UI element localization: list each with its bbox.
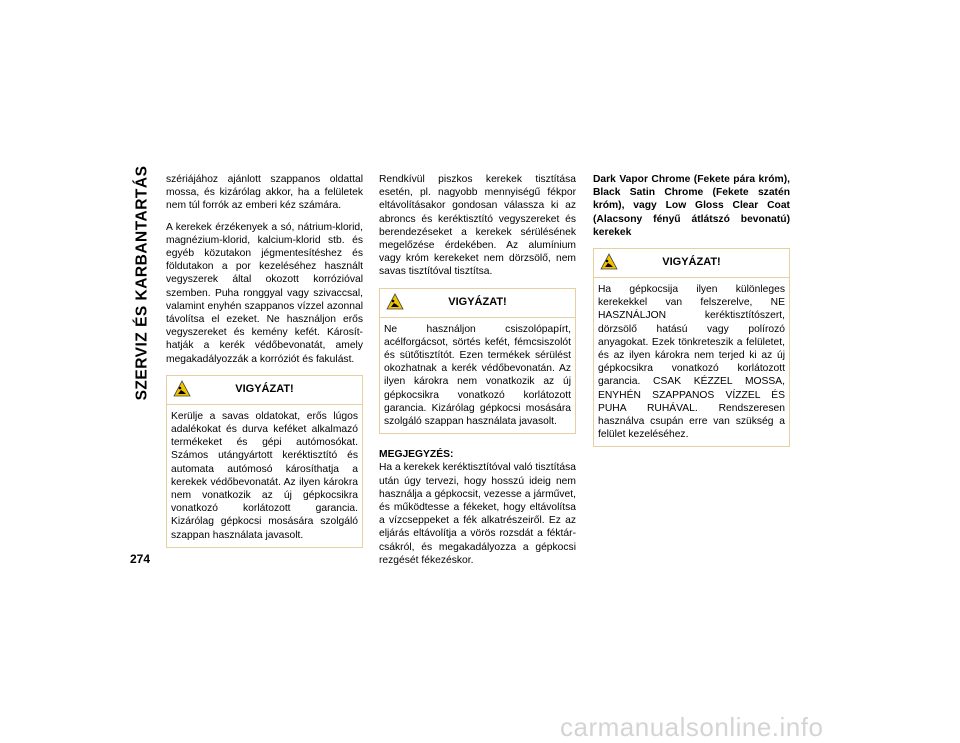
warning-text: Kerülje a savas oldatokat, erős lúgos adalékokat és durva keféket alkalmazó termékeket és gépi autómosókat. Számos utángyártott keréktisztító és automata autómosó károsíthatja a kerekek védőbevonatát. Az ilyen károkra nem vonatkozik az új gépkocsikra vonatkozó korlátozott garancia. Kizárólag gépkocsi mosására szolgáló szappan használata javasolt. — [171, 410, 358, 541]
column-right — [593, 173, 790, 457]
side-section-title — [122, 100, 162, 465]
column-left — [166, 173, 363, 558]
warning-box — [593, 248, 790, 447]
warning-title: VIGYÁZAT! — [448, 296, 507, 309]
warning-header — [167, 376, 362, 405]
section-title-text: SZERVIZ ÉS KARBANTARTÁS — [133, 165, 151, 400]
page-number: 274 — [130, 552, 151, 566]
warning-box — [379, 288, 576, 435]
warning-triangle-icon — [600, 253, 618, 270]
warning-header — [380, 289, 575, 318]
section-heading: Dark Vapor Chrome (Fekete pára króm), Black Satin Chrome (Fekete szatén króm), vagy Low Gloss Clear Coat (Alacsony fényű átlátszó bevonatú) kerekek — [593, 174, 790, 238]
warning-title: VIGYÁZAT! — [662, 256, 721, 269]
paragraph: Rendkívül piszkos kerekek tisztítása esetén, pl. nagyobb mennyiségű fékpor eltávolításakor gondosan válassza ki az abroncs és keréktisztító vegyszereket és berendezéseket a kerekek sérülésének megelőzése érdekében. Az alumínium vagy króm kerekeket nem dörzsölő, nem savas tisztítóval tisztítsa. — [379, 174, 576, 278]
warning-triangle-icon — [173, 380, 191, 397]
note-text: Ha a kerekek keréktisztítóval való tisztítása után úgy tervezi, hogy hosszú ideig nem használja a gépkocsit, vezesse a járművet, és működtesse a fékeket, hogy eltávolítsa a vízcseppeket a fék alkatrészeiről. Ez az eljárás eltávolítja a vörös rozsdát a féktár-csákról, és megakadályozza a gépkocsi rezgését fékezéskor. — [379, 462, 576, 566]
watermark: carmanualsonline.info — [560, 712, 824, 742]
paragraph: A kerekek érzékenyek a só, nátrium-klorid, magnézium-klorid, kalcium-klorid stb. és egyéb közutakon jégmentesítéshez és földutakon a por kezeléséhez használt vegyszerek által okozott korrózióval szemben. Puha ronggyal vagy szivaccsal, valamint enyhén szappanos vízzel azonnal távolítsa el ezeket. Ne használjon erős vegyszereket és kemény kefét. Károsít-hatják a kerék védőbevonatát, amely megakadályozzák a korróziót és fakulást. — [166, 221, 363, 365]
column-middle — [379, 173, 576, 575]
warning-triangle-icon — [386, 293, 404, 310]
warning-title: VIGYÁZAT! — [235, 383, 294, 396]
warning-text: Ne használjon csiszolópapírt, acélforgácsot, sörtés kefét, fémcsiszolót és sütőtisztítót. Ezen termékek sérülést okozhatnak a kerék védőbevonatán. Az ilyen károkra nem vonatkozik az új gépkocsikra vonatkozó korlátozott garancia. Kizárólag gépkocsi mosására szolgáló szappan használata javasolt. — [384, 323, 571, 428]
warning-header — [594, 249, 789, 278]
paragraph: szériájához ajánlott szappanos oldattal mossa, és kizárólag akkor, ha a felületek nem túl forrók az emberi kéz számára. — [166, 174, 363, 212]
warning-text: Ha gépkocsija ilyen különleges kerekekkel van felszerelve, NE HASZNÁLJON keréktisztítószert, dörzsölő hatású vagy polírozó anyagokat. Ezek tönkreteszik a felületet, és az ilyen károkra nem terjed ki az új gépkocsikra vonatkozó korlátozott garancia. CSAK KÉZZEL MOSSA, ENYHÉN SZAPPANOS VÍZZEL ÉS PUHA RUHÁVAL. Rendszeresen használva csupán erre van szükség a felület kezeléséhez. — [598, 284, 785, 441]
note-title: MEGJEGYZÉS: — [379, 449, 454, 461]
warning-box — [166, 375, 363, 548]
